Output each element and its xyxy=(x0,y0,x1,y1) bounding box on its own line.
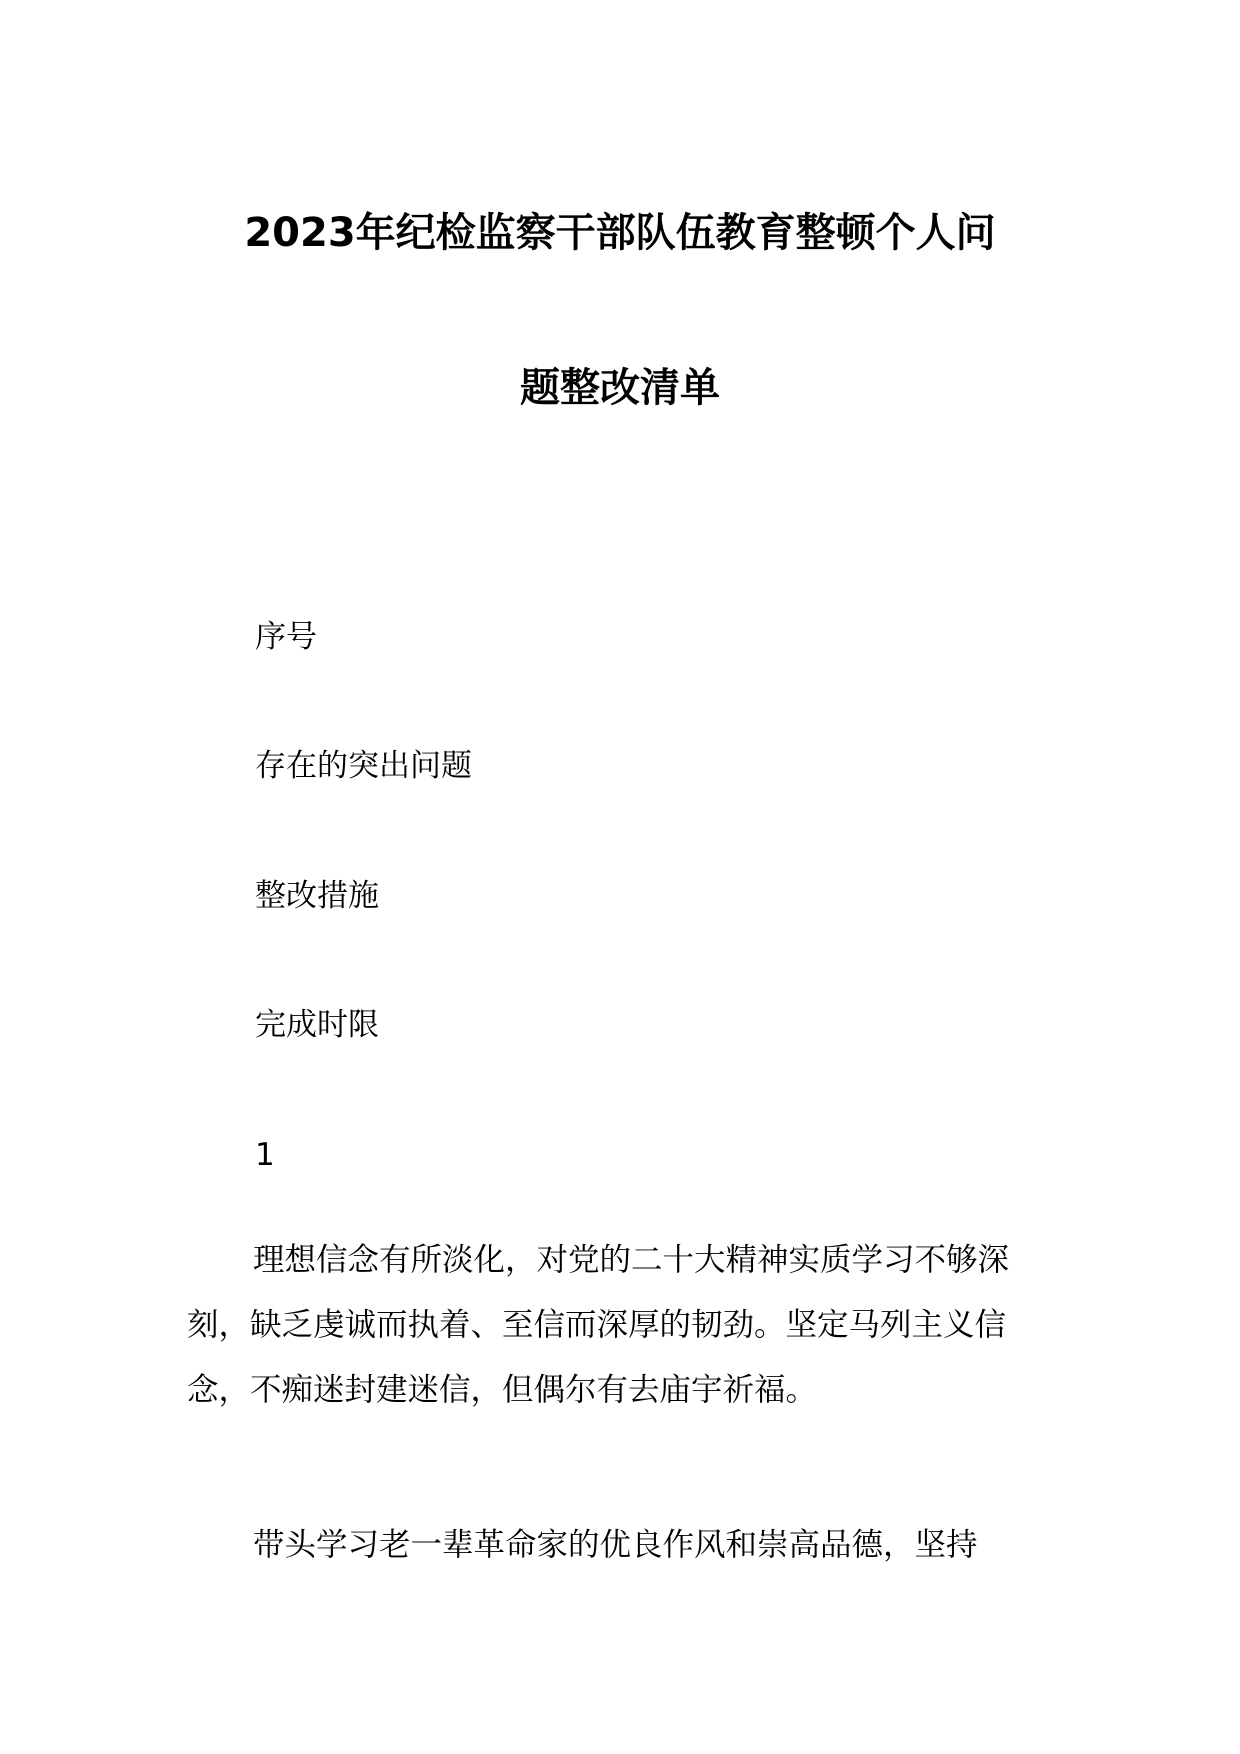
header-deadline: 完成时限 xyxy=(255,1007,379,1043)
measure-paragraph: 带头学习老一辈革命家的优良作风和崇高品德，坚持 xyxy=(253,1527,978,1563)
document-title-line-2: 题整改清单 xyxy=(520,365,720,411)
problem-paragraph: 理想信念有所淡化，对党的二十大精神实质学习不够深刻，缺乏虔诚而执着、至信而深厚的韧劲。坚定马列主义信念，不痴迷封建迷信，但偶尔有去庙宇祈福。 xyxy=(187,1242,1010,1408)
header-measures: 整改措施 xyxy=(255,878,379,914)
document-title-line-1: 2023年纪检监察干部队伍教育整顿个人问 xyxy=(244,210,996,256)
header-problems: 存在的突出问题 xyxy=(255,748,472,784)
header-serial-number: 序号 xyxy=(255,619,317,655)
row-number: 1 xyxy=(255,1137,275,1173)
